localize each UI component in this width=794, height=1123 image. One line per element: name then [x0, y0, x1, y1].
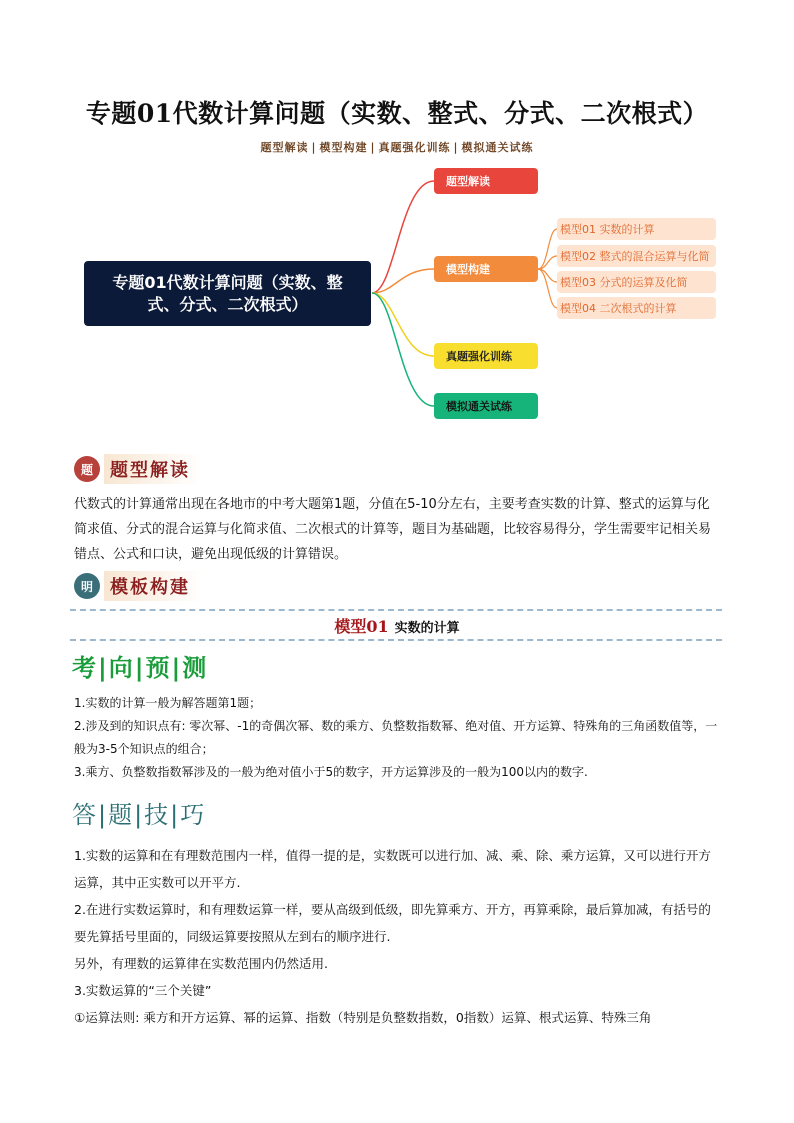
badge-icon: 明 — [74, 573, 100, 599]
tips-heading: 答|题|技|巧 — [72, 801, 207, 829]
badge-icon: 题 — [74, 456, 100, 482]
mindmap-root: 专题01代数计算问题（实数、整式、分式、二次根式） — [84, 261, 371, 326]
mindmap-branch-3: 真题强化训练 — [434, 343, 538, 369]
forecast-heading: 考|向|预|测 — [72, 654, 209, 682]
forecast-list — [74, 692, 722, 784]
connector-green — [372, 293, 434, 406]
list-item: ①运算法则: 乘方和开方运算、幂的运算、指数（特别是负整数指数，0指数）运算、根式运算、特殊三角 — [74, 1010, 652, 1025]
mindmap-leaf-1: 模型01 实数的计算 — [557, 218, 716, 240]
mindmap-leaf-2: 模型02 整式的混合运算与化简 — [557, 245, 716, 267]
list-item: 2.涉及到的知识点有: 零次幂、-1的奇偶次幂、数的乘方、负整数指数幂、绝对值、开方运算、特殊角的三角函数值等，一般为3-5个知识点的组合； — [74, 719, 718, 756]
list-item: 1.实数的运算和在有理数范围内一样，值得一提的是，实数既可以进行加、减、乘、除、乘方运算，又可以进行开方运算，其中正实数可以开平方. — [74, 848, 711, 890]
list-item: 3.实数运算的“三个关键” — [74, 983, 212, 998]
connector-orange — [372, 269, 434, 293]
list-item: 另外，有理数的运算律在实数范围内仍然适用. — [74, 956, 328, 971]
mindmap-leaf-3: 模型03 分式的运算及化简 — [557, 271, 716, 293]
subtitle-item: 真题强化训练 — [378, 141, 451, 154]
mindmap-leaf-4: 模型04 二次根式的计算 — [557, 297, 716, 319]
mindmap-branch-4: 模拟通关试练 — [434, 393, 538, 419]
section-heading: 题型解读 — [104, 454, 202, 484]
document-title: 专题01代数计算问题（实数、整式、分式、二次根式） — [85, 99, 709, 128]
subtitle-item: 题型解读 — [260, 141, 309, 154]
section-heading: 模板构建 — [104, 571, 202, 601]
list-item: 2.在进行实数运算时，和有理数运算一样，要从高级到低级，即先算乘方、开方，再算乘除，最后算加减，有括号的要先算括号里面的，同级运算要按照从左到右的顺序进行. — [74, 902, 711, 944]
model-name: 实数的计算 — [394, 621, 460, 636]
mindmap-branch-1: 题型解读 — [434, 168, 538, 194]
intro-paragraph: 代数式的计算通常出现在各地市的中考大题第1题，分值在5-10分左右，主要考查实数的计算、整式的运算与化简求值、分式的混合运算与化简求值、二次根式的计算等，题目为基础题，比较容易得分，学生需要牢记相关易错点、公式和口诀，避免出现低级的计算错误。 — [74, 497, 712, 562]
model-label: 模型01 — [334, 617, 389, 636]
list-item: 1.实数的计算一般为解答题第1题； — [74, 696, 262, 710]
divider — [70, 639, 722, 641]
list-item: 3.乘方、负整数指数幂涉及的一般为绝对值小于5的数字，开方运算涉及的一般为100以内的数字. — [74, 765, 588, 779]
tips-list — [74, 842, 722, 1031]
section-badge-template — [74, 569, 202, 603]
connector-red — [372, 181, 434, 293]
subtitle-separator: | — [453, 141, 459, 154]
mindmap-branch-2: 模型构建 — [434, 256, 538, 282]
section-badge-type-analysis — [74, 452, 202, 486]
subtitle-separator: | — [311, 141, 317, 154]
connector-yellow — [372, 293, 434, 356]
divider — [70, 609, 722, 611]
subtitle-item: 模型构建 — [319, 141, 368, 154]
subtitle-item: 模拟通关试练 — [461, 141, 534, 154]
model-heading — [0, 614, 794, 637]
subtitle-separator: | — [370, 141, 376, 154]
